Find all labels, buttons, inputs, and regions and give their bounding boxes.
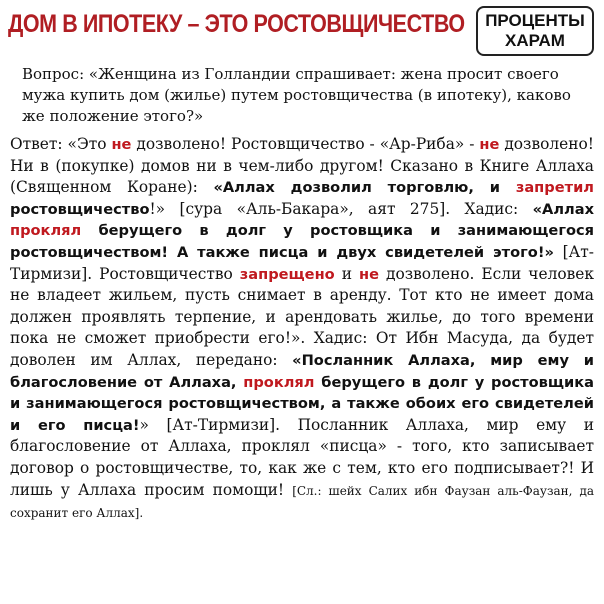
answer-text: Ответ: «Это — [10, 135, 112, 153]
page-title: ДОМ В ИПОТЕКУ – ЭТО РОСТОВЩИЧЕСТВО — [8, 10, 465, 38]
haram-badge — [476, 6, 594, 56]
answer-paragraph — [10, 134, 594, 525]
badge-line-2: ХАРАМ — [505, 31, 565, 50]
quran-quote: ростовщичество — [10, 200, 150, 218]
hadith-quote: берущего в долг у ростовщика и занимающегося ростовщичеством! А также писца и двух свидетелей этого!» — [10, 222, 594, 261]
hadith-quote: берущего в долг у ростовщика и занимающегося ростовщичеством, а также обоих его свидетелей и его писца! — [10, 373, 594, 434]
highlight-text: запрещено — [239, 265, 335, 283]
highlight-text: не — [359, 265, 379, 283]
highlight-text: не — [479, 136, 500, 153]
source-citation: [Сл.: шейх Салих ибн Фаузан аль-Фаузан, да сохранит его Аллах]. — [10, 483, 595, 521]
answer-text: !» [сура «Аль-Бакара», аят 275]. Хадис: — [149, 199, 533, 218]
highlight-text: проклял — [243, 373, 315, 391]
question-paragraph: Вопрос: «Женщина из Голландии спрашивает: жена просит своего мужа купить дом (жилье) путем ростовщичества (в ипотеку), каково же положение этого?» — [22, 65, 571, 125]
hadith-quote: «Посланник Аллаха, мир ему и благословение от Аллаха, — [10, 351, 595, 391]
answer-text: и — [334, 264, 359, 283]
badge-line-1: ПРОЦЕНТЫ — [485, 11, 585, 30]
highlight-text: запретил — [515, 179, 594, 197]
hadith-quote: «Аллах — [532, 200, 594, 218]
quran-quote: «Аллах дозволил торговлю, и — [213, 179, 516, 197]
highlight-text: проклял — [10, 222, 82, 240]
answer-text: дозволено! Ростовщичество - «Ар-Риба» - — [131, 135, 480, 153]
answer-text: [Ат-Тирмизи]. Ростовщичество — [10, 242, 594, 283]
answer-text: дозволено. Если человек не владеет жильем, пусть снимает в аренду. Тот кто не имеет дома должен проявлять терпение, и арендовать жилье, до того времени пока не сможет приобрести его!». Хадис: От Ибн Масуда, да будет доволен им Аллах, передано: — [10, 264, 595, 369]
answer-text: » [Ат-Тирмизи]. Посланник Аллаха, мир ему и благословение от Аллаха, проклял «писца» - того, кто записывает договор о ростовщичестве, то, как же с тем, кто его подписывает?! И лишь у Аллаха просим помощи! — [10, 415, 595, 499]
highlight-text: не — [111, 136, 132, 153]
answer-text: дозволено! Ни в (покупке) домов ни в чем-либо другом! Сказано в Книге Аллаха (Священном Коране): — [10, 135, 594, 197]
